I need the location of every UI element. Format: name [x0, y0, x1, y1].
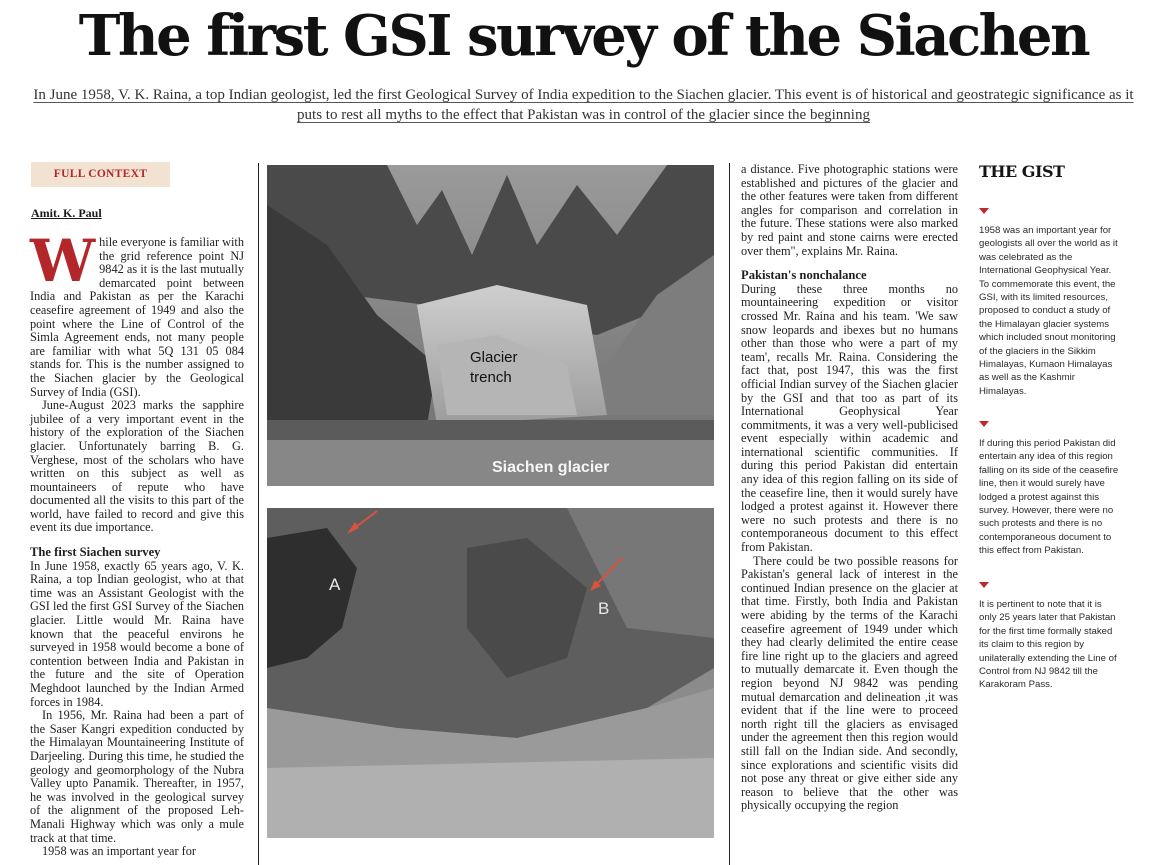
subhead-first-survey: The first Siachen survey — [30, 545, 161, 560]
gist-title: THE GIST — [979, 162, 1065, 181]
gist-bullet-icon — [979, 582, 989, 588]
gist-bullet-icon — [979, 421, 989, 427]
gist-item-3 — [979, 598, 1119, 692]
photo-stations-image — [267, 508, 714, 838]
section-tag: FULL CONTEXT — [31, 162, 170, 187]
paragraph: a distance. Five photographic stations were established and pictures of the glacier and the other features were taken from different angles for comparison and correlation in the future. These stations were also marked by red paint and stone cairns were erected over them", explains Mr. Raina. — [741, 162, 958, 258]
gist-item-1 — [979, 224, 1119, 398]
paragraph: In 1956, Mr. Raina had been a part of the Saser Kangri expedition conducted by the Himalayan Mountaineering Institute of Darjeeling. During this time, he studied the geology and geomorphology of the Nubra Valley upto Panamik. Thereafter, in 1957, he was involved in the geological survey of the alignment of the proposed Leh-Manali Highway which was only a mule track at that time. — [30, 708, 244, 845]
gist-bullet-icon — [979, 208, 989, 214]
label-station-b: B — [598, 599, 610, 618]
headline: The first GSI survey of the Siachen — [78, 3, 1089, 69]
label-siachen-glacier: Siachen glacier — [492, 459, 610, 476]
byline: Amit. K. Paul — [31, 206, 102, 220]
subhead-nonchalance: Pakistan's nonchalance — [741, 268, 867, 283]
article-column-3 — [741, 163, 958, 813]
gist-text: 1958 was an important year for geologists all over the world as it was celebrated as the International Geophysical Year. To commemorate this event, the GSI, with its limited resources, proposed to conduct a study of the Himalayan glacier systems which included snout monitoring of the glaciers in the Sikkim Himalayas, Kumaon Himalayas as well as the Kashmir Himalayas. — [979, 225, 1118, 397]
photo-stations-a-b — [267, 508, 714, 838]
paragraph: June-August 2023 marks the sapphire jubilee of a very important event in the history of the exploration of the Siachen glacier. Unfortunately barring B. G. Verghese, most of the scholars who have written on this subject as well as mountaineers of repute who have documented all the visits to this part of the world, have failed to record and give this event its due importance. — [30, 398, 244, 535]
paragraph: In June 1958, exactly 65 years ago, V. K. Raina, a top Indian geologist, who at that time was an Assistant Geologist with the GSI led the first GSI Survey of the Siachen glacier. Little would Mr. Raina have known that the peaceful environs he surveyed in 1958 would become a bone of contention between India and Pakistan in the future and the site of Operation Meghdoot launched by the Indian Armed forces in 1984. — [30, 558, 244, 709]
photo-glacier-trench-image — [267, 165, 714, 486]
column-rule — [258, 163, 259, 865]
gist-item-2 — [979, 437, 1119, 558]
paragraph: hile everyone is familiar with the grid reference point NJ 9842 as it is the last mutually demarcated point between India and Pakistan as per the Karachi ceasefire agreement of 1949 and also the point where the Line of Control of the Simla Agreement ends, not many people are familiar with what 5Q 131 05 084 stands for. This is the number assigned to the Siachen glacier by the Geological Survey of India (GSI). — [30, 235, 244, 399]
label-trench: trench — [470, 369, 512, 386]
gist-text: It is pertinent to note that it is only 25 years later that Pakistan for the first time formally staked its claim to this region by unilaterally extending the Line of Control from NJ 9842 till the Karakoram Pass. — [979, 599, 1117, 691]
label-glacier: Glacier — [470, 349, 518, 366]
column-rule — [729, 163, 730, 865]
photo-glacier-trench — [267, 165, 714, 486]
drop-cap: W — [30, 227, 96, 295]
label-station-a: A — [329, 575, 341, 594]
article-column-1 — [30, 227, 244, 859]
gist-text: If during this period Pakistan did entertain any idea of this region falling on its side of the ceasefire line, then it would surely have lodged a protest against this survey. However, there were no such protests and there is no contemporaneous document to this effect from Pakistan. — [979, 438, 1119, 557]
standfirst: In June 1958, V. K. Raina, a top Indian geologist, led the first Geological Survey of India expedition to the Siachen glacier. This event is of historical and geostrategic significance as it puts to rest all myths to the effect that Pakistan was in control of the glacier since the beginning — [33, 87, 1134, 123]
paragraph: During these three months no mountaineering expedition or visitor crossed Mr. Raina and his team. 'We saw snow leopards and ibexes but no humans other than those who were a part of my team', recalls Mr. Raina. Considering the fact that, post 1947, this was the first official Indian survey of the Siachen glacier by the GSI and that too as part of its International Geophysical Year commitments, it was a very well-publicised event especially within academic and international scientific communities. If during this period Pakistan did entertain any idea of this region falling on its side of the ceasefire line, then it would surely have lodged a protest against it. However there were no such protests and there is no contemporaneous document to this effect from Pakistan. — [741, 281, 958, 555]
paragraph: There could be two possible reasons for Pakistan's general lack of interest in the continued Indian presence on the glacier at that time. Firstly, both India and Pakistan were abiding by the terms of the Karachi ceasefire agreement of 1949 under which they had clearly delimited the entire cease fire line right up to the glaciers and agreed to mutually demarcate it. Even though the region beyond NJ 9842 was pending mutual demarcation and delineation ,it was evident that if the line were to proceed north right till the glaciers as envisaged under the agreement then this region would still fall on the Indian side. And secondly, since explorations and scientific visits did not pose any threat or give either side any reason to believe that the other was physically occupying the region — [741, 553, 958, 813]
paragraph: 1958 was an important year for — [42, 844, 197, 859]
